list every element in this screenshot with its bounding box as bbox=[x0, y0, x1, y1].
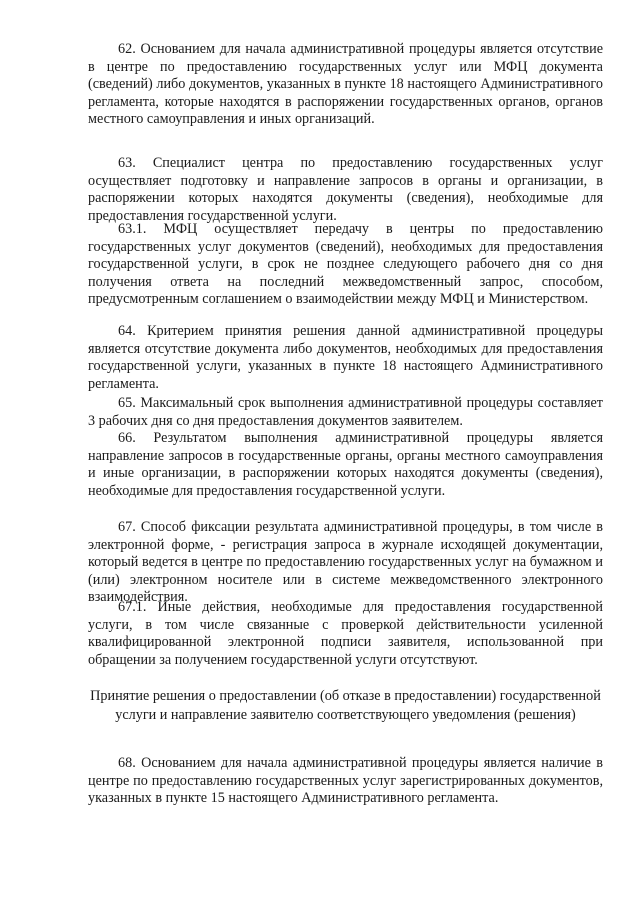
paragraph-62: 62. Основанием для начала административной процедуры является отсутствие в центре по предоставлению государственных услуг или МФЦ документа (сведений) либо документов, указанных в пункте 18 настоящего Административного регламента, которые находятся в распоряжении государственных органов, органов местного самоуправления и иных организаций. bbox=[88, 41, 603, 128]
paragraph-66: 66. Результатом выполнения административной процедуры является направление запросов в государственные органы, органы местного самоуправления и иные организации, в распоряжении которых находятся документы (сведения), необходимые для предоставления государственной услуги. bbox=[88, 430, 603, 499]
paragraph-65: 65. Максимальный срок выполнения административной процедуры составляет 3 рабочих дня со дня предоставления документов заявителем. bbox=[88, 395, 603, 429]
section-heading: Принятие решения о предоставлении (об отказе в предоставлении) государственной услуги и направление заявителю соответствующего уведомления (решения) bbox=[90, 688, 601, 723]
paragraph-63-1: 63.1. МФЦ осуществляет передачу в центры по предоставлению государственных услуг документов (сведений), необходимых для предоставления государственной услуги, в срок не позднее следующего рабочего дня со дня получения ответа на последний межведомственный запрос, способом, предусмотренным соглашением о взаимодействии между МФЦ и Министерством. bbox=[88, 221, 603, 308]
paragraph-64: 64. Критерием принятия решения данной административной процедуры является отсутствие документа либо документов, необходимых для предоставления государственной услуги, указанных в пункте 18 настоящего Административного регламента. bbox=[88, 323, 603, 392]
paragraph-68: 68. Основанием для начала административной процедуры является наличие в центре по предоставлению государственных услуг зарегистрированных документов, указанных в пункте 15 настоящего Административного регламента. bbox=[88, 755, 603, 807]
paragraph-63: 63. Специалист центра по предоставлению государственных услуг осуществляет подготовку и направление запросов в органы и организации, в распоряжении которых находятся документы (сведения), необходимые для предоставления государственной услуги. bbox=[88, 155, 603, 224]
paragraph-67-1: 67.1. Иные действия, необходимые для предоставления государственной услуги, в том числе связанные с проверкой действительности усиленной квалифицированной электронной подписи заявителя, использованной при обращении за получением государственной услуги отсутствуют. bbox=[88, 599, 603, 668]
paragraph-67: 67. Способ фиксации результата административной процедуры, в том числе в электронной форме, - регистрация запроса в журнале исходящей документации, который ведется в центре по предоставлению государственных услуг на бумажном и (или) электронном носителе или в системе межведомственного электронного взаимодействия. bbox=[88, 519, 603, 606]
